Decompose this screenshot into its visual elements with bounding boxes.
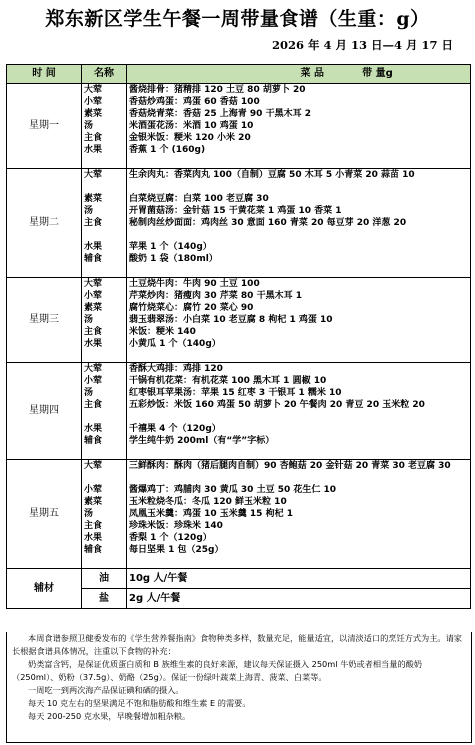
dish-line: 秘制肉丝炒面面：鸡肉丝 30 意面 160 青菜 20 每豆芽 20 洋葱 20 <box>129 218 407 228</box>
category-column <box>82 169 127 278</box>
dish-line: 珍珠米饭：珍珠米 140 <box>129 521 223 531</box>
category-label: 小荤 <box>84 97 103 107</box>
category-label: 素菜 <box>84 497 103 507</box>
day-row-tuesday <box>7 169 471 278</box>
note-fruit: 每天 200-250 克水果，早晚餐增加粗杂粮。 <box>28 711 191 721</box>
dish-line: 香梨 1 个（120g） <box>129 533 212 543</box>
dish-line: 香酥大鸡排：鸡排 120 <box>129 364 223 374</box>
dish-line: 苹果 1 个（140g） <box>129 242 212 252</box>
dish-column <box>127 363 471 460</box>
dish-column <box>127 84 471 169</box>
day-row-thursday <box>7 363 471 460</box>
category-label: 大荤 <box>84 461 103 471</box>
dish-column <box>127 278 471 363</box>
category-label: 汤 <box>84 121 94 131</box>
dish-line: 红枣银耳苹果汤：苹果 15 红枣 3 干银耳 1 糯米 10 <box>129 388 342 398</box>
nutrition-notes <box>6 632 472 743</box>
page-title: 郑东新区学生午餐一周带量食谱（生重：g） <box>45 8 430 30</box>
dish-line: 香菇烧青菜：香菇 25 上海青 90 干黑木耳 2 <box>129 109 311 119</box>
category-label: 汤 <box>84 206 94 216</box>
category-label: 主食 <box>84 400 103 410</box>
oil-label: 油 <box>82 569 127 589</box>
dish-line: 凤凰玉米羹：鸡蛋 10 玉米羹 15 枸杞 1 <box>129 509 293 519</box>
category-column <box>82 460 127 569</box>
category-label: 汤 <box>84 388 94 398</box>
dish-line: 香菇炒鸡蛋：鸡蛋 60 香菇 100 <box>129 97 260 107</box>
dish-line: 酱爆鸡丁：鸡脯肉 30 黄瓜 30 土豆 50 花生仁 10 <box>129 485 337 495</box>
note-dairy: 奶类富含钙，是保证优质蛋白质和 B 族维生素的良好来源，建议每天保证摄入 250ml 牛奶或者相当量的酸奶（250ml）、奶粉（37.5g）、奶酪（25g）。保证一份绿叶蔬菜上海青、菠菜、白菜等。 <box>12 659 422 682</box>
category-label: 素菜 <box>84 303 103 313</box>
dish-line: 金银米饭：粳米 120 小米 20 <box>129 133 251 143</box>
category-label: 大荤 <box>84 279 103 289</box>
category-label: 小荤 <box>84 485 103 495</box>
dish-line: 每日坚果 1 包（25g） <box>129 545 224 555</box>
menu-table <box>6 64 471 609</box>
category-label: 水果 <box>84 339 103 349</box>
day-label: 星期三 <box>7 278 82 363</box>
category-label: 水果 <box>84 533 103 543</box>
header-time: 时 间 <box>7 65 82 84</box>
note-seafood: 一周吃一到两次海产品保证碘和硒的摄入。 <box>28 685 184 695</box>
dish-line: 香蕉 1 个 (160g) <box>129 145 206 155</box>
day-label: 星期二 <box>7 169 82 278</box>
dish-column <box>127 460 471 569</box>
ingredients-label: 辅材 <box>7 569 82 609</box>
note-nuts: 每天 10 克左右的坚果满足不饱和脂肪酸和维生素 E 的需要。 <box>28 698 251 708</box>
category-label: 汤 <box>84 509 94 519</box>
header-dishes-label: 菜 品 <box>300 68 324 79</box>
dish-line: 学生纯牛奶 200ml（有“学”字标） <box>129 436 275 446</box>
category-label: 主食 <box>84 521 103 531</box>
category-label: 小荤 <box>84 376 103 386</box>
header-dishes <box>127 65 471 84</box>
header-amount-label: 带 量g <box>362 68 393 79</box>
category-label: 小荤 <box>84 291 103 301</box>
dish-column <box>127 169 471 278</box>
category-column <box>82 363 127 460</box>
note-intro: 本周食谱参照卫健委发布的《学生营养餐指南》食物种类多样，数量充足，能量适宜，以清淡适口的烹饪方式为主。请家长根据食谱具体情况，注重以下食物的补充： <box>12 633 462 656</box>
day-label: 星期四 <box>7 363 82 460</box>
salt-label: 盐 <box>82 589 127 609</box>
dish-line: 翡玉翡翠汤：小白菜 10 老豆腐 8 枸杞 1 鸡蛋 10 <box>129 315 333 325</box>
table-header-row <box>7 65 471 84</box>
dish-line: 酱烧排骨：猪精排 120 土豆 80 胡萝卜 20 <box>129 85 306 95</box>
day-row-friday <box>7 460 471 569</box>
header-name: 名称 <box>82 65 127 84</box>
day-row-wednesday <box>7 278 471 363</box>
category-column <box>82 278 127 363</box>
dish-line: 米饭：粳米 140 <box>129 327 196 337</box>
category-label: 主食 <box>84 218 103 228</box>
dish-line: 小黄瓜 1 个（140g） <box>129 339 221 349</box>
dish-line: 五彩炒饭：米饭 160 鸡蛋 50 胡萝卜 20 午餐肉 20 青豆 20 玉米粒 20 <box>129 400 425 410</box>
category-column <box>82 84 127 169</box>
category-label: 主食 <box>84 327 103 337</box>
date-range: 2026 年 4 月 13 日—4 月 17 日 <box>271 38 453 52</box>
day-row-monday <box>7 84 471 169</box>
dish-line: 生余肉丸：香菜肉丸 100（自制）豆腐 50 木耳 5 小青菜 20 蒜苗 10 <box>129 170 415 180</box>
category-label: 大荤 <box>84 364 103 374</box>
dish-line: 干锅有机花菜：有机花菜 100 黑木耳 1 圆椒 10 <box>129 376 327 386</box>
day-label: 星期五 <box>7 460 82 569</box>
dish-line: 腐竹烧菜心：腐竹 20 菜心 90 <box>129 303 254 313</box>
dish-line: 千禧果 4 个（120g） <box>129 424 221 434</box>
category-label: 大荤 <box>84 170 103 180</box>
day-label: 星期一 <box>7 84 82 169</box>
dish-line: 白菜烧豆腐：白菜 100 老豆腐 30 <box>129 194 269 204</box>
dish-line: 玉米粒烧冬瓜：冬瓜 120 鲜玉米粒 10 <box>129 497 287 507</box>
dish-line: 开胃菌菇汤：金针菇 15 干黄花菜 1 鸡蛋 10 香菜 1 <box>129 206 342 216</box>
category-label: 汤 <box>84 315 94 325</box>
dish-line: 三鲜酥肉：酥肉（猪后腿肉自制）90 杏鲍菇 20 金针菇 20 青菜 30 老豆腐 30 <box>129 461 451 471</box>
category-label: 水果 <box>84 242 103 252</box>
salt-value: 2g 人/午餐 <box>127 589 471 609</box>
dish-line: 米酒蛋花汤：米酒 10 鸡蛋 10 <box>129 121 254 131</box>
dish-line: 酸奶 1 袋（180ml） <box>129 254 218 264</box>
category-label: 水果 <box>84 424 103 434</box>
category-label: 素菜 <box>84 109 103 119</box>
category-label: 主食 <box>84 133 103 143</box>
category-label: 素菜 <box>84 194 103 204</box>
ingredients-oil-row <box>7 569 471 589</box>
dish-line: 土豆烧牛肉：牛肉 90 土豆 100 <box>129 279 260 289</box>
category-label: 辅食 <box>84 436 103 446</box>
category-label: 水果 <box>84 145 103 155</box>
category-label: 辅食 <box>84 545 103 555</box>
category-label: 大荤 <box>84 85 103 95</box>
dish-line: 芹菜炒肉：猪瘦肉 30 芹菜 80 干黑木耳 1 <box>129 291 302 301</box>
category-label: 辅食 <box>84 254 103 264</box>
oil-value: 10g 人/午餐 <box>127 569 471 589</box>
